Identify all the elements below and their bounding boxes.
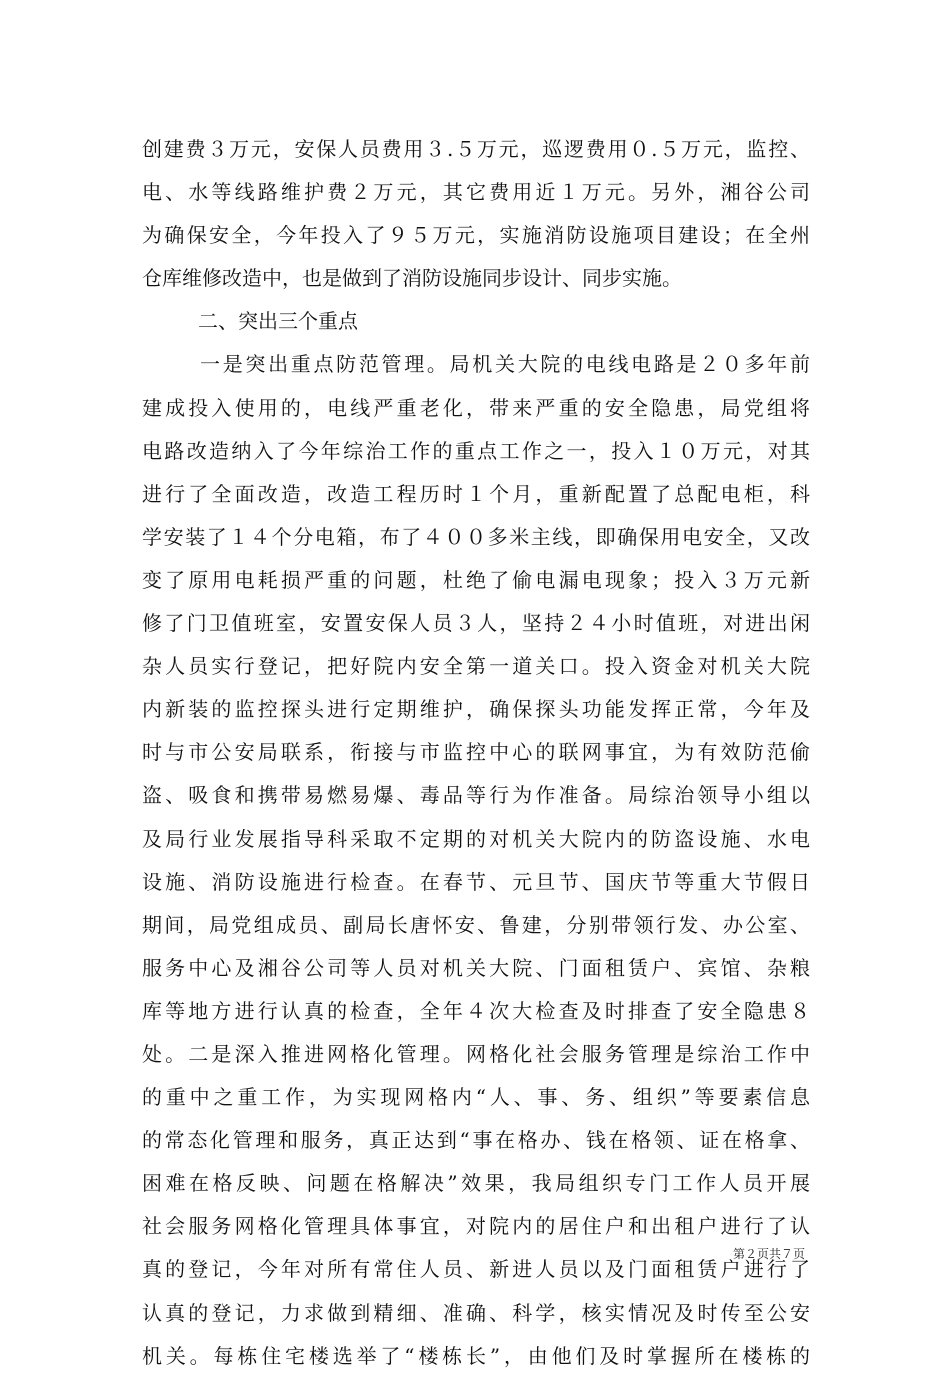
text-line: 电、水等线路维护费２万元，其它费用近１万元。另外，湘谷公司	[142, 180, 810, 205]
text-line: 盗、吸食和携带易燃易爆、毒品等行为作准备。局综治领导小组以	[142, 783, 810, 808]
text-line: 及局行业发展指导科采取不定期的对机关大院内的防盗设施、水电	[142, 826, 810, 851]
text-line: 的常态化管理和服务，真正达到“事在格办、钱在格领、证在格拿、	[142, 1128, 810, 1153]
heading-line: 二、突出三个重点	[198, 309, 358, 334]
text-line: 社会服务网格化管理具体事宜，对院内的居住户和出租户进行了认	[142, 1214, 810, 1239]
text-line: 服务中心及湘谷公司等人员对机关大院、门面租赁户、宾馆、杂粮	[142, 955, 810, 980]
text-line: 的重中之重工作，为实现网格内“人、事、务、组织”等要素信息	[142, 1085, 810, 1110]
text-line: 进行了全面改造，改造工程历时１个月，重新配置了总配电柜，科	[142, 481, 810, 506]
document-body	[142, 128, 810, 1378]
text-line: 机关。每栋住宅楼选举了“楼栋长”，由他们及时掌握所在楼栋的	[142, 1343, 810, 1368]
text-line: 为确保安全，今年投入了９５万元，实施消防设施项目建设；在全州	[142, 223, 810, 248]
section-heading	[142, 300, 810, 343]
text-line: 时与市公安局联系，衔接与市监控中心的联网事宜，为有效防范偷	[142, 740, 810, 765]
page-number: 第２页共７页	[732, 1247, 805, 1261]
text-line: 变了原用电耗损严重的问题，杜绝了偷电漏电现象；投入３万元新	[142, 567, 810, 592]
text-line: 电路改造纳入了今年综治工作的重点工作之一，投入１０万元，对其	[142, 438, 810, 463]
text-line: 认真的登记，力求做到精细、准确、科学，核实情况及时传至公安	[142, 1300, 810, 1325]
text-line: 设施、消防设施进行检查。在春节、元旦节、国庆节等重大节假日	[142, 869, 810, 894]
text-line: 期间，局党组成员、副局长唐怀安、鲁建，分别带领行发、办公室、	[142, 912, 810, 937]
text-line: 内新装的监控探头进行定期维护，确保探头功能发挥正常，今年及	[142, 697, 810, 722]
text-line: 一是突出重点防范管理。局机关大院的电线电路是２０多年前	[200, 352, 810, 377]
text-line: 处。二是深入推进网格化管理。网格化社会服务管理是综治工作中	[142, 1041, 810, 1066]
text-line: 学安装了１４个分电箱，布了４００多米主线，即确保用电安全，又改	[142, 524, 810, 549]
paragraph-key-points	[142, 343, 810, 1377]
text-line: 仓库维修改造中，也是做到了消防设施同步设计、同步实施。	[142, 266, 682, 291]
text-line: 建成投入使用的，电线严重老化，带来严重的安全隐患，局党组将	[142, 395, 810, 420]
paragraph-budget	[142, 128, 810, 300]
text-line: 库等地方进行认真的检查，全年４次大检查及时排查了安全隐患８	[142, 998, 810, 1023]
text-line: 真的登记，今年对所有常住人员、新进人员以及门面租赁户进行了	[142, 1257, 810, 1282]
text-line: 创建费３万元，安保人员费用３.５万元，巡逻费用０.５万元，监控、	[142, 137, 810, 161]
text-line: 杂人员实行登记，把好院内安全第一道关口。投入资金对机关大院	[142, 654, 810, 679]
text-line: 修了门卫值班室，安置安保人员３人，坚持２４小时值班，对进出闲	[142, 611, 810, 636]
text-line: 困难在格反映、问题在格解决”效果，我局组织专门工作人员开展	[142, 1171, 810, 1196]
